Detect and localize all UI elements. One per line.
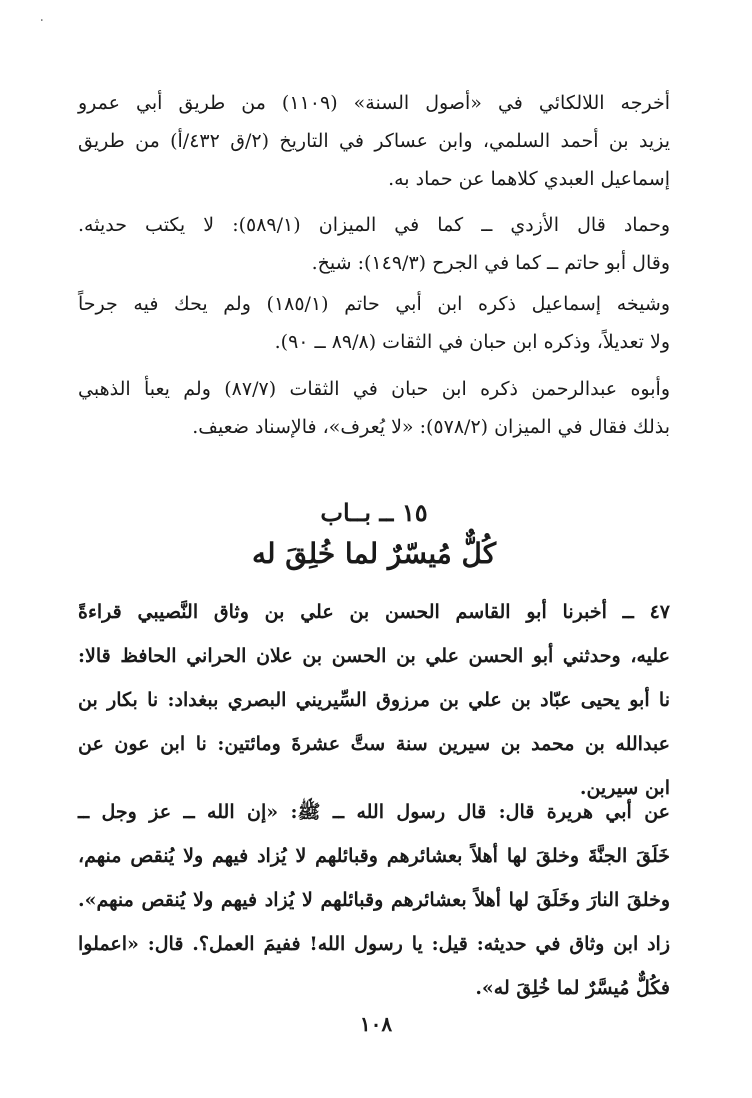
page-number: ١٠٨ — [359, 1012, 393, 1036]
text-line: ابن سيرين. — [579, 777, 670, 799]
text-line: بذلك فقال في الميزان (٥٧٨/٢): «لا يُعرف»، فالإسناد ضعيف. — [192, 416, 670, 438]
text-line: زاد ابن وثاق في حديثه: قيل: يا رسول الله! ففيمَ العمل؟. قال: «اعملوا — [78, 933, 670, 955]
hadith-matn — [78, 790, 670, 1010]
text-line: فكُلٌّ مُيسَّرٌ لما خُلِقَ له». — [475, 977, 670, 999]
text-line: أخرجه اللالكائي في «أصول السنة» (١١٠٩) من طريق أبي عمرو — [78, 92, 670, 114]
text-line: عليه، وحدثني أبو الحسن علي بن الحسن بن علان الحراني الحافظ قالا: — [78, 645, 670, 667]
text-line: عبدالله بن محمد بن سيرين سنة ستَّ عشرةَ ومائتين: نا ابن عون عن — [78, 733, 670, 755]
text-line: وقال أبو حاتم ــ كما في الجرح (١٤٩/٣): شيخ. — [311, 252, 670, 274]
text-line: يزيد بن أحمد السلمي، وابن عساكر في التاريخ (٢/ق ٤٣٢/أ) من طريق — [78, 130, 670, 152]
hadith-isnad — [78, 590, 670, 810]
footnote-paragraph-2 — [78, 206, 670, 282]
text-line: وشيخه إسماعيل ذكره ابن أبي حاتم (١٨٥/١) ولم يحك فيه جرحاً — [78, 293, 670, 315]
text-line: وأبوه عبدالرحمن ذكره ابن حبان في الثقات (٨٧/٧) ولم يعبأ الذهبي — [78, 378, 670, 400]
text-line: خَلَقَ الجنَّةَ وخلقَ لها أهلاً بعشائرهم وقبائلهم لا يُزاد فيهم ولا يُنقص منهم، — [78, 845, 670, 867]
text-line: إسماعيل العبدي كلاهما عن حماد به. — [388, 168, 670, 190]
footnote-paragraph-3 — [78, 285, 670, 361]
text-line: وخلقَ النارَ وخَلَقَ لها أهلاً بعشائرهم وقبائلهم لا يُزاد فيهم ولا يُنقص منهم». — [78, 889, 670, 911]
text-line: عن أبي هريرة قال: قال رسول الله ــ ﷺ: «إن الله ــ عز وجل ــ — [78, 801, 670, 823]
text-line: نا أبو يحيى عبّاد بن علي بن مرزوق السِّيريني البصري ببغداد: نا بكار بن — [78, 689, 670, 711]
chapter-heading — [78, 494, 670, 576]
footnote-paragraph-4 — [78, 370, 670, 446]
text-line: وحماد قال الأزدي ــ كما في الميزان (٥٨٩/١): لا يكتب حديثه. — [78, 214, 671, 236]
chapter-number: ١٥ ــ بــاب — [320, 498, 428, 527]
corner-mark: ٠ — [38, 12, 46, 28]
text-line: ولا تعديلاً، وذكره ابن حبان في الثقات (٨٩/٨ ــ ٩٠). — [274, 331, 670, 353]
chapter-title: كُلٌّ مُيسّرٌ لما خُلِقَ له — [251, 537, 497, 570]
footnote-paragraph-1 — [78, 84, 670, 198]
text-line: ٤٧ ــ أخبرنا أبو القاسم الحسن بن علي بن وثاق النَّصيبي قراءةً — [78, 601, 670, 623]
